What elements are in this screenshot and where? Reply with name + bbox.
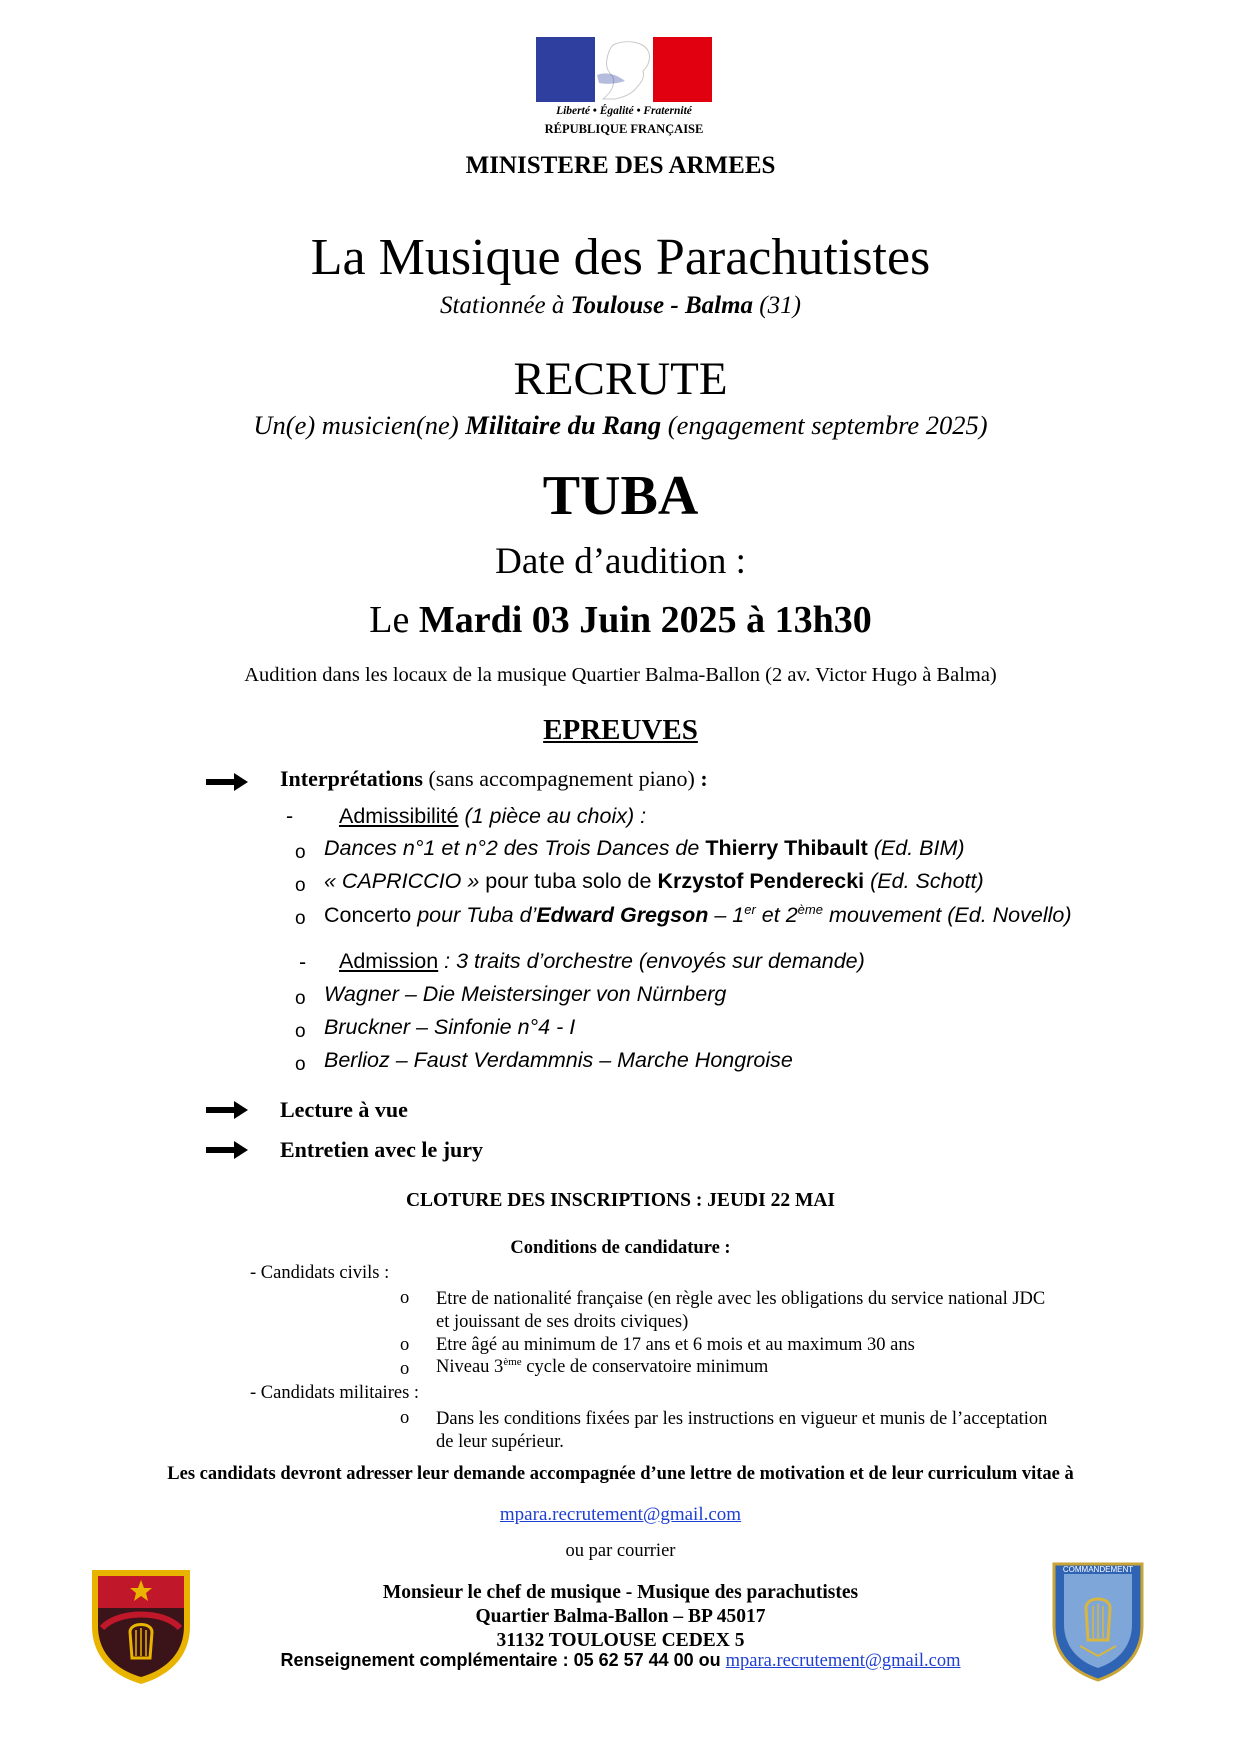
- trait-2-text: Bruckner – Sinfonie n°4 - I: [324, 1015, 576, 1039]
- civil-condition-1-line2: et jouissant de ses droits civiques): [436, 1312, 689, 1332]
- interpretation-colon: :: [700, 766, 708, 791]
- arrow-right-icon: [206, 1100, 248, 1120]
- admission-label: Admission: [339, 949, 439, 973]
- epreuves-heading: EPREUVES: [543, 714, 698, 746]
- piece-3: [324, 902, 1072, 928]
- piece-3-title: Concerto: [324, 903, 418, 928]
- civil-condition-1: [436, 1288, 1136, 1334]
- stationed-line: [0, 292, 1241, 320]
- position-prefix: Un(e) musicien(ne): [253, 410, 466, 440]
- ministry-title: MINISTERE DES ARMEES: [465, 152, 776, 179]
- conditions-title: Conditions de candidature :: [510, 1238, 731, 1258]
- info-label: Renseignement complémentaire : 05 62 57 44 00 ou: [280, 1650, 726, 1670]
- stationed-suffix: (31): [753, 292, 801, 319]
- piece-2-title: « CAPRICCIO »: [324, 869, 480, 893]
- list-bullet: o: [295, 1054, 306, 1075]
- civil-condition-3-post: cycle de conservatoire minimum: [521, 1357, 769, 1378]
- entretien-jury: Entretien avec le jury: [280, 1137, 484, 1162]
- contact-email-line: [0, 1504, 1241, 1526]
- address-line-1: Monsieur le chef de musique - Musique des parachutistes: [382, 1582, 859, 1603]
- recrute-heading: RECRUTE: [513, 353, 728, 405]
- piece-3-desc: pour Tuba d’: [417, 903, 537, 928]
- page-title: La Musique des Parachutistes: [310, 229, 931, 286]
- audition-date-prefix: Le: [369, 599, 419, 641]
- piece-1-composer: Thierry Thibault: [705, 836, 868, 860]
- french-flag-icon: [536, 37, 712, 102]
- admissibilite-note: (1 pièce au choix) :: [458, 804, 647, 828]
- or-mail-text: ou par courrier: [565, 1541, 676, 1561]
- trait-3-text: Berlioz – Faust Verdammnis – Marche Hongroise: [324, 1048, 793, 1072]
- arrow-right-icon: [206, 772, 248, 792]
- piece-3-composer: Edward Gregson: [536, 903, 709, 928]
- admissibilite-dash: -: [286, 804, 294, 828]
- position-rank: Militaire du Rang: [465, 410, 662, 440]
- list-bullet: o: [295, 988, 306, 1009]
- instrument-title: TUBA: [542, 465, 699, 527]
- lecture-a-vue: Lecture à vue: [280, 1097, 408, 1122]
- arrow-right-icon: [206, 1140, 248, 1160]
- piece-3-editor: mouvement (Ed. Novello): [822, 903, 1072, 928]
- piece-1: [324, 836, 965, 861]
- position-suffix: (engagement septembre 2025): [661, 410, 988, 440]
- stationed-prefix: Stationnée à: [440, 292, 571, 319]
- trait-3: [324, 1048, 793, 1073]
- piece-3-sup2: ème: [797, 902, 823, 917]
- interpretation-note: (sans accompagnement piano): [422, 766, 701, 791]
- marianne-profile-icon: [595, 37, 654, 102]
- civil-condition-3: [436, 1356, 768, 1378]
- audition-label: Date d’audition :: [495, 541, 746, 582]
- admissibilite-heading: [339, 804, 646, 829]
- civil-condition-3-pre: Niveau 3: [436, 1357, 504, 1378]
- piece-3-sup1: er: [744, 902, 756, 917]
- piece-1-editor: (Ed. BIM): [867, 836, 965, 860]
- militaire-condition-1: [436, 1408, 1136, 1454]
- list-bullet: o: [400, 1288, 410, 1308]
- cloture-inscriptions: CLOTURE DES INSCRIPTIONS : JEUDI 22 MAI: [405, 1190, 836, 1211]
- parachutist-band-badge-icon: [88, 1566, 194, 1686]
- audition-place: Audition dans les locaux de la musique Quartier Balma-Ballon (2 av. Victor Hugo à Balma): [244, 664, 997, 686]
- send-instructions: Les candidats devront adresser leur demande accompagnée d’une lettre de motivation et de leur curriculum vitae à: [167, 1464, 1074, 1484]
- admission-note: : 3 traits d’orchestre (envoyés sur demande): [438, 949, 865, 973]
- trait-1: [324, 982, 726, 1007]
- piece-1-title: Dances n°1 et n°2 des Trois Dances de: [324, 836, 706, 860]
- piece-2-editor: (Ed. Schott): [864, 869, 984, 893]
- list-bullet: o: [295, 875, 306, 896]
- trait-1-text: Wagner – Die Meistersinger von Nürnberg: [324, 982, 727, 1006]
- piece-3-and: et 2: [755, 903, 798, 928]
- admission-heading: [339, 949, 865, 974]
- trait-2: [324, 1015, 575, 1040]
- piece-3-mvt: – 1: [708, 903, 745, 928]
- stationed-city: Toulouse - Balma: [570, 292, 754, 319]
- logo-motto: Liberté • Égalité • Fraternité: [556, 105, 692, 117]
- list-bullet: o: [295, 1021, 306, 1042]
- info-email-link[interactable]: mpara.recrutement@gmail.com: [725, 1651, 961, 1671]
- list-bullet: o: [400, 1359, 410, 1379]
- civils-label: - Candidats civils :: [250, 1263, 390, 1283]
- list-bullet: o: [400, 1408, 410, 1428]
- list-bullet: o: [295, 842, 306, 863]
- admission-dash: -: [299, 950, 307, 974]
- address-line-3: 31132 TOULOUSE CEDEX 5: [496, 1630, 745, 1651]
- militaire-condition-1-line1: Dans les conditions fixées par les instructions en vigueur et munis de l’acceptation: [436, 1409, 1048, 1429]
- position-line: [0, 410, 1241, 441]
- audition-date: [0, 598, 1241, 642]
- piece-2-desc: pour tuba solo de: [479, 869, 658, 893]
- civil-condition-2: Etre âgé au minimum de 17 ans et 6 mois et au maximum 30 ans: [436, 1335, 915, 1355]
- interpretation-title: Interprétations: [280, 766, 423, 791]
- civil-condition-1-line1: Etre de nationalité française (en règle avec les obligations du service national JDC: [436, 1289, 1046, 1309]
- admissibilite-label: Admissibilité: [339, 804, 459, 828]
- contact-email-link[interactable]: mpara.recrutement@gmail.com: [499, 1504, 742, 1525]
- list-bullet: o: [295, 908, 306, 929]
- list-bullet: o: [400, 1335, 410, 1355]
- interpretation-heading: [280, 766, 708, 792]
- logo-republic: RÉPUBLIQUE FRANÇAISE: [544, 122, 704, 136]
- piece-2: [324, 869, 984, 894]
- civil-condition-3-sup: ème: [503, 1356, 522, 1368]
- militaires-label: - Candidats militaires :: [250, 1383, 420, 1403]
- address-line-2: Quartier Balma-Ballon – BP 45017: [475, 1606, 766, 1627]
- piece-2-composer: Krzystof Penderecki: [657, 869, 865, 893]
- army-command-badge-icon: [1050, 1560, 1146, 1684]
- audition-date-value: Mardi 03 Juin 2025 à 13h30: [418, 599, 872, 641]
- marianne-logo: [536, 37, 712, 141]
- badge-command-text: COMMANDEMENT: [1062, 1565, 1134, 1574]
- militaire-condition-1-line2: de leur supérieur.: [436, 1432, 564, 1452]
